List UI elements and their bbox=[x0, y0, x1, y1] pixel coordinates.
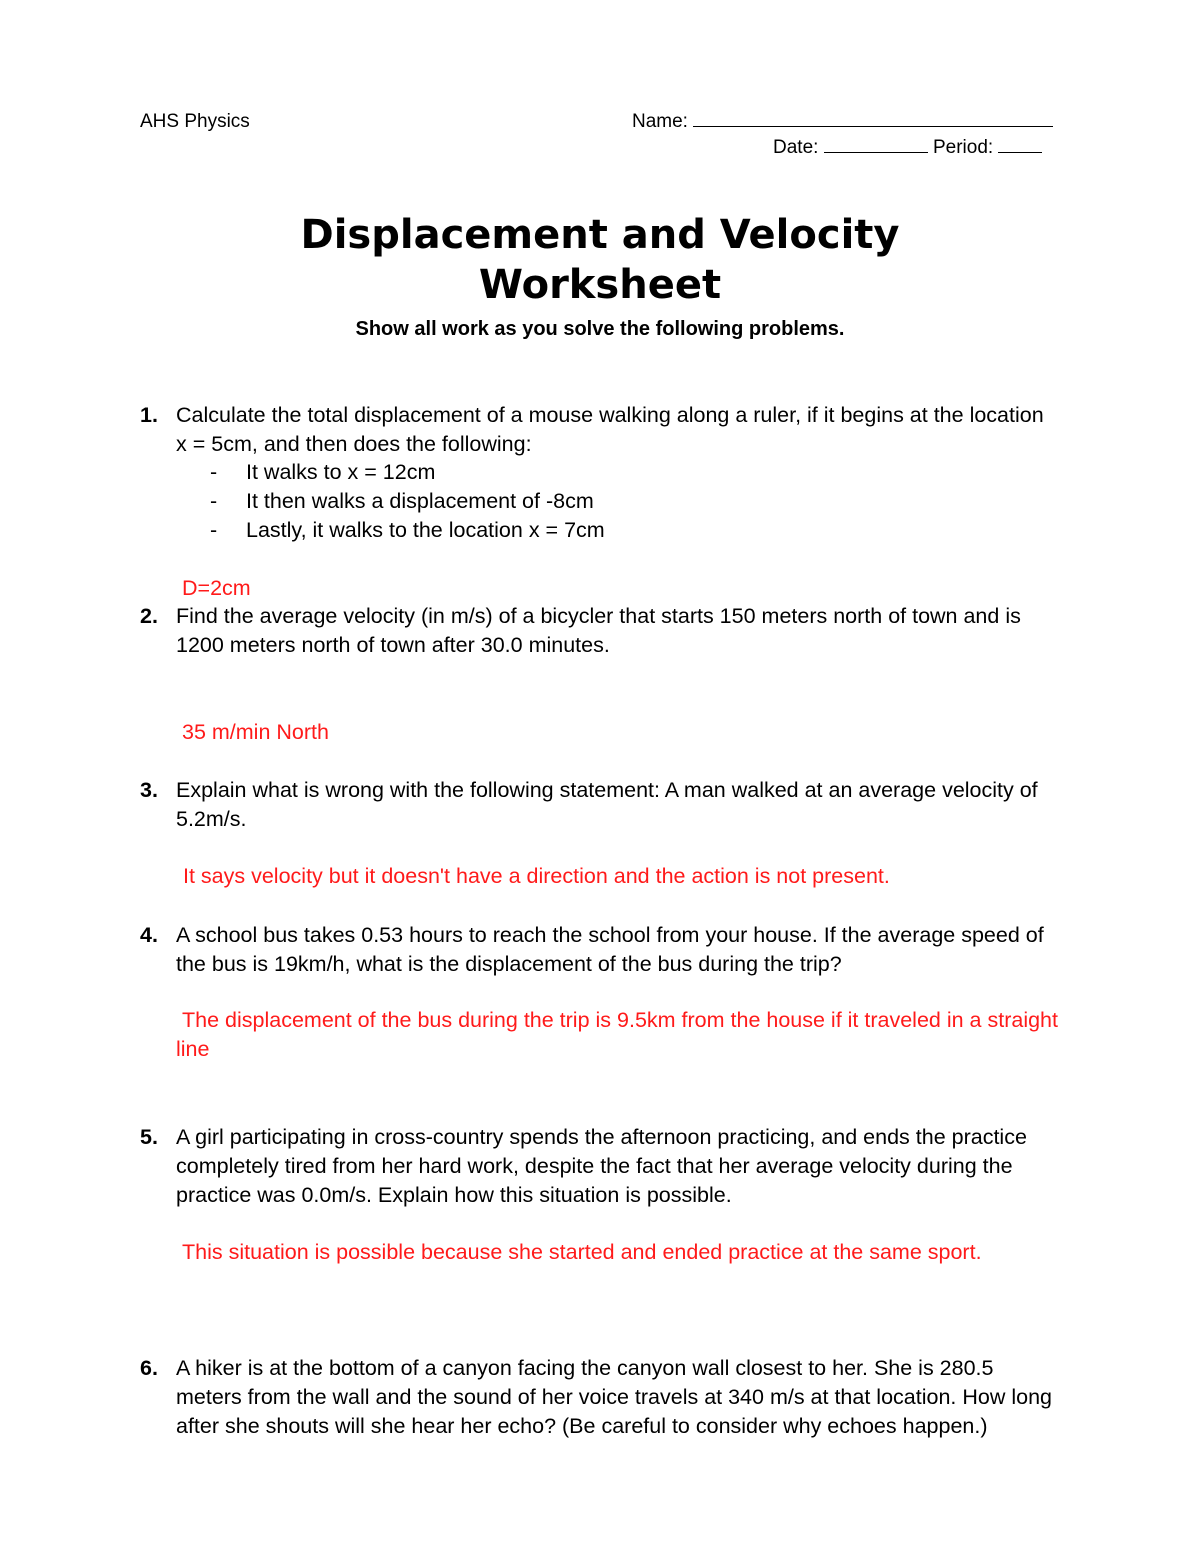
question-number: 3. bbox=[140, 778, 158, 802]
question-number: 4. bbox=[140, 923, 158, 947]
answer-1: D=2cm bbox=[182, 576, 251, 600]
question-1-bullet: - It walks to x = 12cm bbox=[210, 460, 436, 484]
question-1 bbox=[140, 401, 1060, 459]
question-text: Find the average velocity (in m/s) of a bicycler that starts 150 meters north of town and is 1200 meters north of town after 30.0 minutes. bbox=[176, 604, 1021, 657]
question-5 bbox=[140, 1123, 1060, 1210]
question-1-bullet: - Lastly, it walks to the location x = 7cm bbox=[210, 518, 605, 542]
answer-2: 35 m/min North bbox=[182, 720, 329, 744]
answer-5: This situation is possible because she started and ended practice at the same sport. bbox=[182, 1240, 982, 1264]
period-blank[interactable] bbox=[998, 136, 1042, 153]
question-number: 2. bbox=[140, 604, 158, 628]
name-line bbox=[632, 110, 1053, 134]
question-number: 1. bbox=[140, 403, 158, 427]
question-6 bbox=[140, 1354, 1060, 1441]
date-blank[interactable] bbox=[824, 136, 928, 153]
instructions: Show all work as you solve the following problems. bbox=[355, 318, 845, 340]
date-label: Date: bbox=[773, 137, 819, 158]
course-name: AHS Physics bbox=[140, 111, 250, 132]
question-text: A school bus takes 0.53 hours to reach the school from your house. If the average speed of the bus is 19km/h, what is the displacement of the bus during the trip? bbox=[176, 923, 1044, 976]
question-2 bbox=[140, 602, 1060, 660]
period-label: Period: bbox=[932, 137, 994, 158]
question-text: Explain what is wrong with the following statement: A man walked at an average velocity of 5.2m/s. bbox=[176, 778, 1038, 831]
question-4 bbox=[140, 921, 1060, 979]
bullet-text: It walks to x = 12cm bbox=[246, 460, 436, 484]
question-text: A hiker is at the bottom of a canyon facing the canyon wall closest to her. She is 280.5 meters from the wall and the sound of her voice travels at 340 m/s at that location. How long after she shouts will she hear her echo? (Be careful to consider why echoes happen.) bbox=[176, 1356, 1052, 1438]
name-blank[interactable] bbox=[693, 110, 1053, 127]
question-text: A girl participating in cross-country spends the afternoon practicing, and ends the practice completely tired from her hard work, despite the fact that her average velocity during the practice was 0.0m/s. Explain how this situation is possible. bbox=[176, 1125, 1027, 1207]
question-text: Calculate the total displacement of a mouse walking along a ruler, if it begins at the location x = 5cm, and then does the following: bbox=[176, 403, 1044, 456]
question-number: 6. bbox=[140, 1356, 158, 1380]
bullet-text: It then walks a displacement of -8cm bbox=[246, 489, 594, 513]
worksheet-title-line-2: Worksheet bbox=[478, 262, 722, 308]
question-1-bullet: - It then walks a displacement of -8cm bbox=[210, 489, 594, 513]
answer-4: The displacement of the bus during the trip is 9.5km from the house if it traveled in a straight line bbox=[176, 1008, 1058, 1061]
worksheet-title-line-1: Displacement and Velocity bbox=[300, 212, 900, 258]
date-period-line bbox=[773, 136, 1042, 160]
question-3 bbox=[140, 776, 1060, 834]
question-number: 5. bbox=[140, 1125, 158, 1149]
bullet-text: Lastly, it walks to the location x = 7cm bbox=[246, 518, 605, 542]
answer-3: It says velocity but it doesn't have a direction and the action is not present. bbox=[183, 864, 890, 888]
name-label: Name: bbox=[632, 111, 688, 132]
